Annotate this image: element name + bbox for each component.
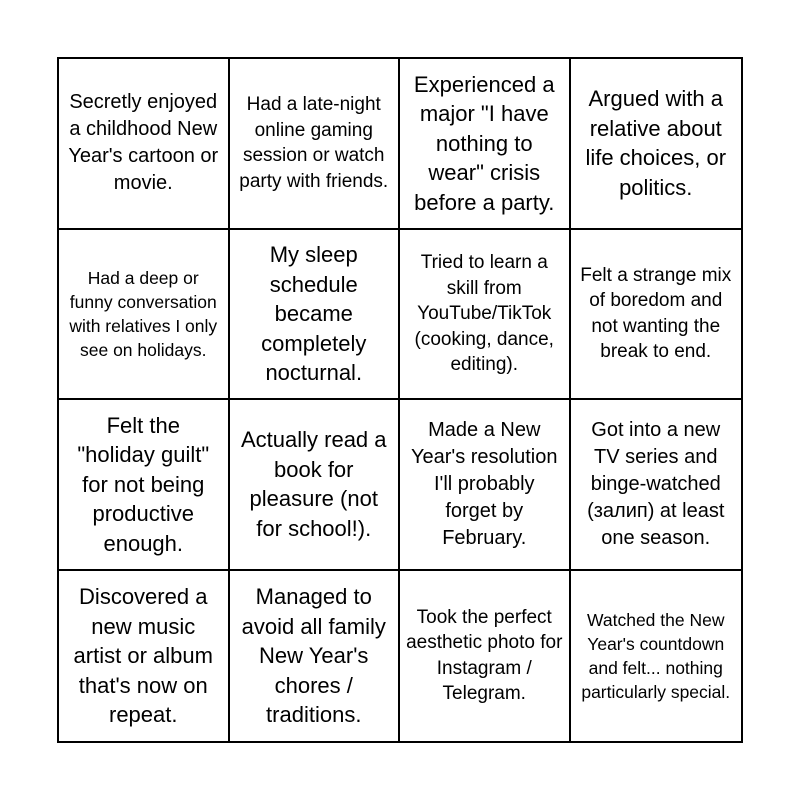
bingo-cell[interactable] — [230, 400, 401, 571]
bingo-cell[interactable] — [59, 230, 230, 401]
bingo-cell[interactable] — [230, 230, 401, 401]
bingo-cell[interactable] — [59, 400, 230, 571]
bingo-cell-text: Argued with a relative about life choices, or politics. — [585, 86, 727, 200]
bingo-cell[interactable] — [571, 230, 742, 401]
bingo-cell[interactable] — [571, 59, 742, 230]
bingo-cell[interactable] — [59, 59, 230, 230]
bingo-cell-text: Secretly enjoyed a childhood New Year's cartoon or movie. — [68, 91, 219, 195]
bingo-cell-text: Watched the New Year's countdown and felt... nothing particularly special. — [581, 609, 731, 702]
bingo-cell-text: Took the perfect aesthetic photo for Instagram / Telegram. — [406, 606, 563, 705]
bingo-cell[interactable] — [571, 571, 742, 742]
bingo-cell-text: Tried to learn a skill from YouTube/TikTok (cooking, dance, editing). — [414, 252, 554, 375]
bingo-board — [57, 57, 743, 743]
bingo-cell[interactable] — [59, 571, 230, 742]
bingo-cell-text: Had a late-night online gaming session or watch party with friends. — [239, 94, 389, 192]
bingo-cell[interactable] — [230, 571, 401, 742]
bingo-cell[interactable] — [400, 400, 571, 571]
bingo-cell[interactable] — [571, 400, 742, 571]
bingo-cell[interactable] — [400, 571, 571, 742]
bingo-cell-text: Discovered a new music artist or album that's now on repeat. — [73, 584, 213, 727]
bingo-cell-text: Made a New Year's resolution I'll probably forget by February. — [410, 418, 558, 549]
bingo-cell[interactable] — [400, 59, 571, 230]
bingo-cell-text: Had a deep or funny conversation with relatives I only see on holidays. — [69, 267, 218, 360]
bingo-cell-text: Got into a new TV series and binge-watched (залип) at least one season. — [587, 418, 725, 549]
bingo-cell-text: Felt the "holiday guilt" for not being productive enough. — [77, 412, 210, 556]
bingo-cell-text: My sleep schedule became completely nocturnal. — [261, 242, 367, 385]
bingo-cell-text: Managed to avoid all family New Year's chores / traditions. — [241, 584, 386, 727]
bingo-cell-text: Actually read a book for pleasure (not for school!). — [240, 427, 387, 541]
bingo-cell[interactable] — [400, 230, 571, 401]
bingo-cell-text: Experienced a major "I have nothing to wear" crisis before a party. — [413, 71, 555, 215]
bingo-cell-text: Felt a strange mix of boredom and not wanting the break to end. — [580, 264, 732, 363]
bingo-cell[interactable] — [230, 59, 401, 230]
